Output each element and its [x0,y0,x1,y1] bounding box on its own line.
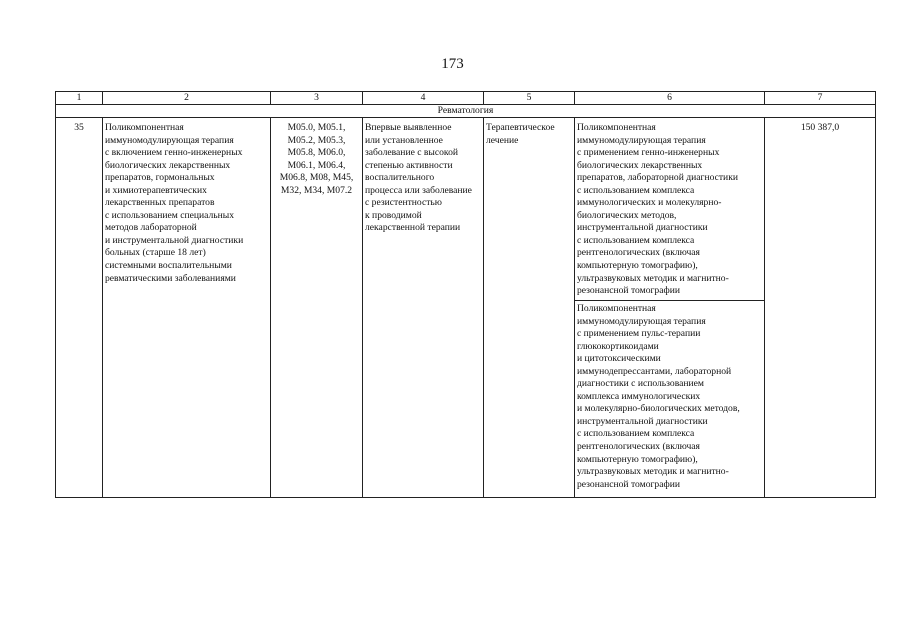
icd-code-line: M05.0, M05.1, [287,122,346,133]
patient-model-line: процесса или заболевание [365,184,472,196]
care-type-line: и инструментальной диагностики [105,234,244,246]
care-type-line: биологических лекарственных [105,159,231,171]
icd-code-line: M06.8, M08, M45, [279,172,354,184]
column-header: 7 [765,92,876,105]
treatment-method-line: Поликомпонентная [577,122,656,133]
icd-code-line: M06.1, M06.4, [287,159,346,171]
treatment-method-line: компьютерную томографию), [577,453,698,465]
patient-model-line: или установленное [365,134,443,146]
care-type-line: с включением генно-инженерных [105,147,243,159]
treatment-method-line: иммунологических и молекулярно- [577,197,722,209]
page-number: 173 [441,56,464,72]
treatment-method-line: иммуномодулирующая терапия [577,315,706,327]
care-type-line: с использованием специальных [105,209,235,221]
icd-code-line: M05.2, M05.3, [287,134,346,146]
treatment-type-line: Терапевтическое [486,122,555,133]
row-number: 35 [56,118,103,498]
care-type-line: и химиотерапевтических [105,184,207,196]
patient-model-line: заболевание с высокой [365,147,459,159]
patient-model-line: степенью активности [365,159,453,171]
care-type-line: препаратов, гормональных [105,172,215,184]
treatment-method-line: рентгенологических (включая [577,247,700,259]
care-type-cell [103,118,271,498]
treatment-method-line: комплекса иммунологических [577,390,701,402]
care-type-line: лекарственных препаратов [105,197,215,209]
column-header: 3 [271,92,363,105]
treatment-method-line: с применением пульс-терапии [577,328,701,340]
icd-codes-cell [271,118,363,498]
care-type-line: системными воспалительными [105,260,232,272]
treatment-method-line: с использованием комплекса [577,428,695,440]
treatment-method-line: с использованием комплекса [577,184,695,196]
treatment-method-cell [575,118,765,301]
treatment-method-line: с использованием комплекса [577,234,695,246]
column-header: 2 [103,92,271,105]
care-type-line: больных (старше 18 лет) [105,247,206,259]
patient-model-line: Впервые выявленное [365,122,452,133]
treatment-method-line: резонансной томографии [577,478,680,490]
care-type-line: иммуномодулирующая терапия [105,134,234,146]
treatment-method-cell [575,301,765,498]
column-header: 5 [484,92,575,105]
treatment-type-cell [484,118,575,498]
treatment-method-line: биологических лекарственных [577,159,703,171]
treatment-method-line: ультразвуковых методик и магнитно- [577,466,729,478]
treatment-method-line: Поликомпонентная [577,303,656,314]
treatment-method-line: и цитотоксическими [577,353,661,365]
treatment-method-line: инструментальной диагностики [577,222,708,234]
treatment-method-line: иммунодепрессантами, лабораторной [577,365,732,377]
section-row [56,105,876,118]
care-type-line: ревматическими заболеваниями [105,272,236,284]
patient-model-line: с резистентностью [365,197,442,209]
treatment-type-line: лечение [486,134,519,146]
table-row [56,118,876,301]
treatment-method-line: резонансной томографии [577,285,680,297]
treatment-method-line: диагностики с использованием [577,378,704,390]
treatment-method-line: биологических методов, [577,209,677,221]
icd-code-line: M32, M34, M07.2 [280,184,353,196]
column-header: 4 [363,92,484,105]
treatment-method-line: компьютерную томографию), [577,260,698,272]
column-header: 6 [575,92,765,105]
medical-care-table [55,91,876,498]
patient-model-line: воспалительного [365,172,435,184]
treatment-method-line: инструментальной диагностики [577,415,708,427]
patient-model-line: к проводимой [365,209,422,221]
treatment-method-line: и молекулярно-биологических методов, [577,403,740,415]
icd-code-line: M05.8, M06.0, [287,147,346,159]
cost-cell: 150 387,0 [765,118,876,498]
treatment-method-line: глюкокортикоидами [577,340,659,352]
patient-model-line: лекарственной терапии [365,222,461,234]
treatment-method-line: ультразвуковых методик и магнитно- [577,272,729,284]
care-type-line: методов лабораторной [105,222,197,234]
care-type-line: Поликомпонентная [105,122,184,133]
treatment-method-line: препаратов, лабораторной диагностики [577,172,738,184]
section-title: Ревматология [56,105,876,118]
treatment-method-line: рентгенологических (включая [577,441,700,453]
treatment-method-line: с применением генно-инженерных [577,147,720,159]
column-number-row [56,92,876,105]
column-header: 1 [56,92,103,105]
patient-model-cell [363,118,484,498]
treatment-method-line: иммуномодулирующая терапия [577,134,706,146]
